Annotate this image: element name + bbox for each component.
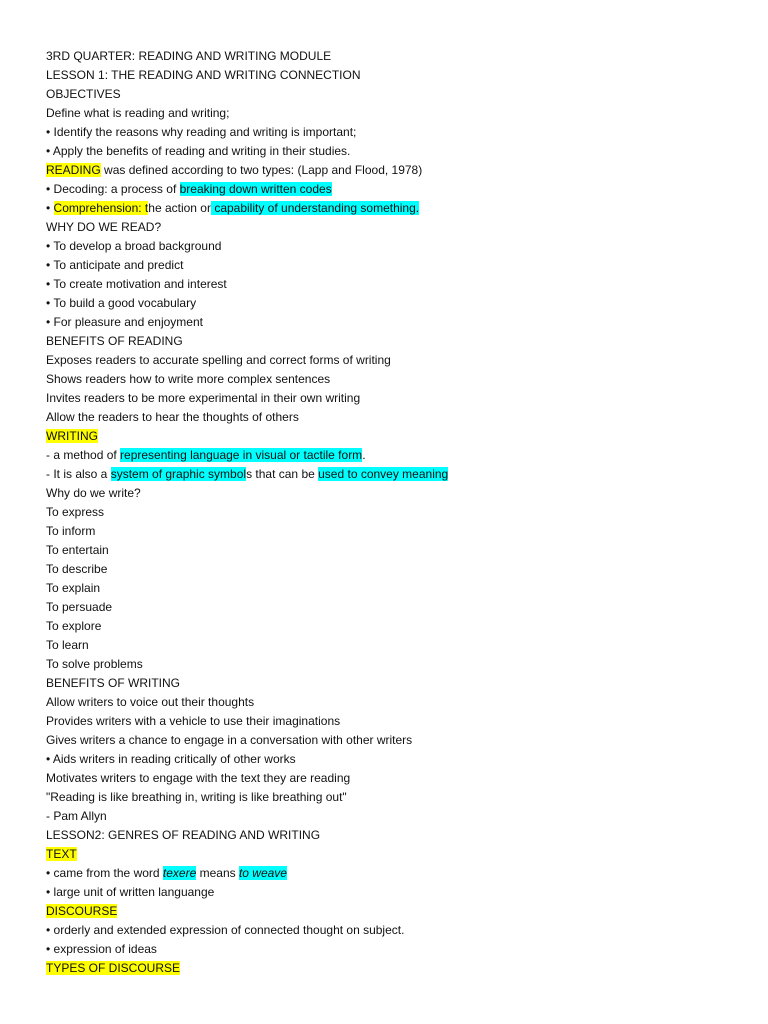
text-segment: .: [362, 448, 366, 462]
text-segment: • For pleasure and enjoyment: [46, 315, 203, 329]
benefit-reading-line: [46, 389, 746, 408]
why-write-line: [46, 655, 746, 674]
text-segment: he action or: [148, 201, 211, 215]
why-write-line: [46, 579, 746, 598]
discourse-bullet: [46, 940, 746, 959]
text-segment: • To create motivation and interest: [46, 277, 227, 291]
text-segment: Gives writers a chance to engage in a conversation with other writers: [46, 733, 413, 747]
benefit-reading-line: [46, 370, 746, 389]
highlighted-text: capability of understanding something.: [210, 201, 420, 215]
objective-bullet: [46, 142, 746, 161]
text-segment: LESSON2: GENRES OF READING AND WRITING: [46, 828, 321, 842]
text-segment: • Apply the benefits of reading and writing in their studies.: [46, 144, 351, 158]
text-segment: • Aids writers in reading critically of other works: [46, 752, 296, 766]
why-write-line: [46, 541, 746, 560]
text-segment: Allow the readers to hear the thoughts of others: [46, 410, 299, 424]
highlighted-text: texere: [162, 866, 197, 880]
quote-line: [46, 788, 746, 807]
highlighted-text: READING: [46, 163, 101, 177]
text-segment: • Identify the reasons why reading and writing is important;: [46, 125, 357, 139]
text-segment: Provides writers with a vehicle to use their imaginations: [46, 714, 341, 728]
text-segment: To explain: [46, 581, 101, 595]
writing-definition: [46, 465, 746, 484]
highlighted-text: DISCOURSE: [46, 904, 118, 918]
text-segment: Motivates writers to engage with the text they are reading: [46, 771, 351, 785]
benefits-writing-heading: [46, 674, 746, 693]
benefits-reading-heading: [46, 332, 746, 351]
text-segment: - It is also a: [46, 467, 111, 481]
text-segment: To persuade: [46, 600, 113, 614]
highlighted-text: system of graphic symbol: [110, 467, 247, 481]
reading-definition: [46, 161, 746, 180]
text-segment: • To anticipate and predict: [46, 258, 184, 272]
writing-definition: [46, 446, 746, 465]
highlighted-text: TYPES OF DISCOURSE: [46, 961, 181, 975]
discourse-heading: [46, 902, 746, 921]
text-segment: was defined according to two types: (Lapp and Flood, 1978): [100, 163, 423, 177]
decoding-bullet: [46, 180, 746, 199]
objective-bullet: [46, 123, 746, 142]
why-read-bullet: [46, 256, 746, 275]
text-segment: To express: [46, 505, 105, 519]
quote-author: [46, 807, 746, 826]
objectives-heading: [46, 85, 746, 104]
text-segment: 3RD QUARTER: READING AND WRITING MODULE: [46, 49, 332, 63]
text-segment: Exposes readers to accurate spelling and correct forms of writing: [46, 353, 391, 367]
lesson-2-title: [46, 826, 746, 845]
text-segment: Allow writers to voice out their thoughts: [46, 695, 255, 709]
why-write-line: [46, 522, 746, 541]
text-segment: • came from the word: [46, 866, 163, 880]
why-write-line: [46, 503, 746, 522]
text-segment: "Reading is like breathing in, writing is like breathing out": [46, 790, 347, 804]
text-segment: means: [196, 866, 239, 880]
text-segment: Invites readers to be more experimental in their own writing: [46, 391, 361, 405]
text-segment: • To develop a broad background: [46, 239, 222, 253]
text-segment: • Decoding: a process of: [46, 182, 180, 196]
why-read-heading: [46, 218, 746, 237]
benefit-reading-line: [46, 351, 746, 370]
why-read-bullet: [46, 313, 746, 332]
text-segment: Why do we write?: [46, 486, 141, 500]
text-segment: - Pam Allyn: [46, 809, 107, 823]
document-page: [46, 47, 746, 978]
lesson-1-title: [46, 66, 746, 85]
why-write-line: [46, 636, 746, 655]
text-segment: LESSON 1: THE READING AND WRITING CONNECTION: [46, 68, 361, 82]
benefit-writing-line: [46, 731, 746, 750]
text-segment: To inform: [46, 524, 96, 538]
text-bullet: [46, 864, 746, 883]
highlighted-text: breaking down written codes: [179, 182, 332, 196]
highlighted-text: representing language in visual or tactile form: [120, 448, 363, 462]
text-segment: WHY DO WE READ?: [46, 220, 162, 234]
highlighted-text: Comprehension: t: [53, 201, 149, 215]
text-segment: To describe: [46, 562, 108, 576]
objective-line: [46, 104, 746, 123]
why-read-bullet: [46, 294, 746, 313]
highlighted-text: to weave: [238, 866, 287, 880]
text-segment: • To build a good vocabulary: [46, 296, 197, 310]
text-segment: To learn: [46, 638, 89, 652]
why-write-line: [46, 598, 746, 617]
why-write-line: [46, 617, 746, 636]
highlighted-text: TEXT: [46, 847, 77, 861]
benefit-writing-line: [46, 750, 746, 769]
text-segment: BENEFITS OF WRITING: [46, 676, 180, 690]
text-segment: Shows readers how to write more complex sentences: [46, 372, 331, 386]
text-segment: OBJECTIVES: [46, 87, 121, 101]
benefit-writing-line: [46, 693, 746, 712]
text-bullet: [46, 883, 746, 902]
text-segment: To explore: [46, 619, 102, 633]
benefit-reading-line: [46, 408, 746, 427]
discourse-bullet: [46, 921, 746, 940]
types-discourse-heading: [46, 959, 746, 978]
text-segment: - a method of: [46, 448, 121, 462]
text-segment: •: [46, 201, 54, 215]
text-segment: • expression of ideas: [46, 942, 157, 956]
benefit-writing-line: [46, 769, 746, 788]
why-write-line: [46, 560, 746, 579]
text-segment: Define what is reading and writing;: [46, 106, 230, 120]
text-segment: BENEFITS OF READING: [46, 334, 183, 348]
text-segment: • orderly and extended expression of connected thought on subject.: [46, 923, 405, 937]
text-segment: • large unit of written languange: [46, 885, 215, 899]
benefit-writing-line: [46, 712, 746, 731]
text-segment: To solve problems: [46, 657, 143, 671]
why-read-bullet: [46, 275, 746, 294]
highlighted-text: used to convey meaning: [318, 467, 449, 481]
module-title: [46, 47, 746, 66]
text-heading: [46, 845, 746, 864]
why-write-heading: [46, 484, 746, 503]
highlighted-text: WRITING: [46, 429, 98, 443]
text-segment: s that can be: [246, 467, 319, 481]
text-segment: To entertain: [46, 543, 109, 557]
why-read-bullet: [46, 237, 746, 256]
writing-heading: [46, 427, 746, 446]
comprehension-bullet: [46, 199, 746, 218]
